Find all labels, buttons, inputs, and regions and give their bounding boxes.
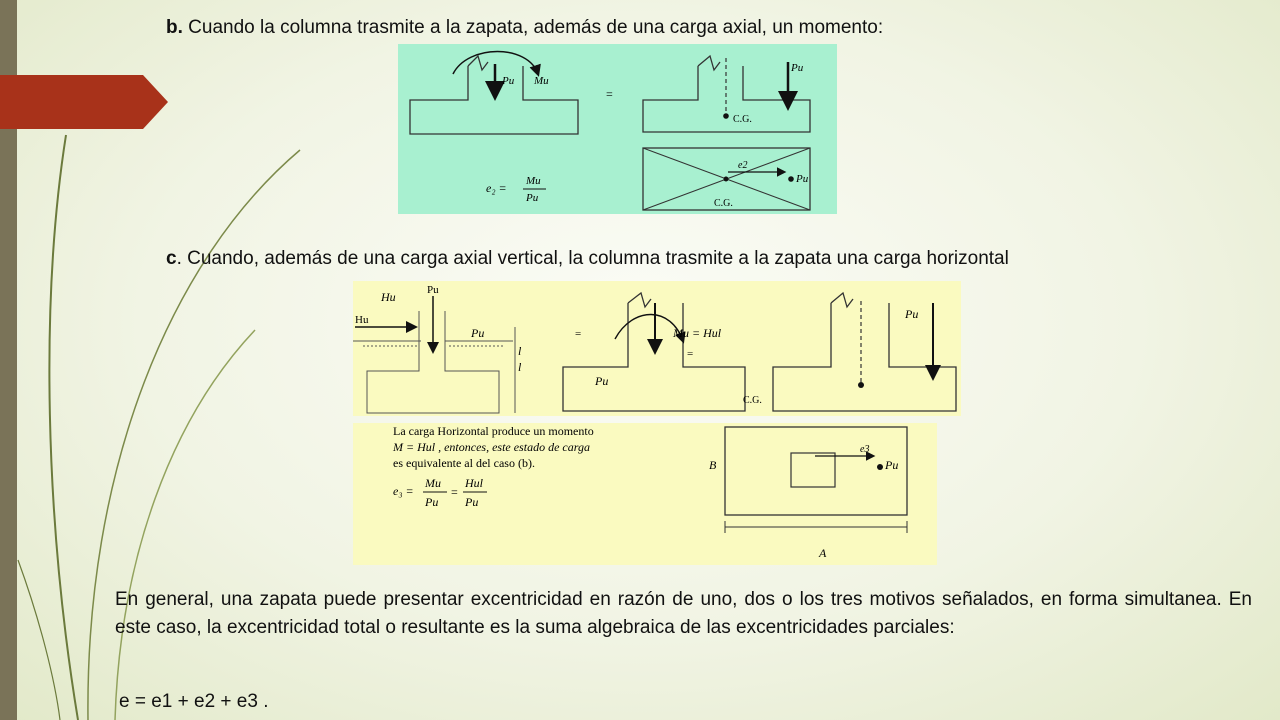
- pu-label: Pu: [502, 75, 515, 87]
- e3-label: e3: [860, 444, 870, 455]
- pu-label-plan: Pu: [796, 173, 809, 185]
- e3-equation-mid: =: [451, 485, 458, 499]
- figure-b-diagram: [398, 44, 837, 214]
- pu-label-middle: Pu: [595, 374, 609, 388]
- e3-equation-num1: Mu: [425, 476, 441, 490]
- section-b-heading: [166, 16, 883, 39]
- section-c-heading: [166, 247, 1009, 270]
- figure-c-bottom-diagram: [353, 423, 937, 565]
- section-c-text: . Cuando, además de una carga axial vertical, la columna trasmite a la zapata una carga horizontal: [176, 248, 1009, 269]
- e2-equation-num: Mu: [526, 175, 541, 187]
- e2-equation-den: Pu: [526, 192, 539, 204]
- total-eccentricity-formula: e = e1 + e2 + e3 .: [119, 691, 269, 712]
- cg-label-plan: C.G.: [714, 198, 733, 209]
- hu-label: Hu: [381, 290, 396, 304]
- mu-hul-label: Mu = Hul: [673, 326, 722, 340]
- section-b-letter: b.: [166, 17, 183, 38]
- pu-label-plan-c: Pu: [885, 458, 899, 472]
- a-label: A: [819, 546, 827, 560]
- pu-label-right: Pu: [791, 62, 804, 74]
- e3-equation-num2: Hul: [465, 476, 483, 490]
- note-line-1: La carga Horizontal produce un momento: [393, 424, 594, 438]
- b-label: B: [709, 458, 717, 472]
- note-line-2: M = Hul , entonces, este estado de carga: [393, 440, 590, 454]
- cg-label: C.G.: [733, 114, 752, 125]
- pu-label-left: Pu: [471, 326, 485, 340]
- mu-label: Mu: [534, 75, 549, 87]
- note-line-3: es equivalente al del caso (b).: [393, 456, 535, 470]
- equals-sign-1: =: [575, 328, 582, 340]
- pu-label-top: Pu: [427, 284, 439, 296]
- pu-label-right: Pu: [905, 307, 919, 321]
- e2-equation-lhs: e₂ =: [486, 181, 507, 195]
- l-label-2: l: [518, 360, 522, 374]
- accent-tab: [0, 75, 168, 129]
- figure-c-top-diagram: [353, 281, 961, 416]
- section-c-letter: c: [166, 248, 177, 269]
- equals-sign: =: [606, 87, 613, 101]
- l-label: l: [518, 344, 522, 358]
- figure-b-background: [398, 44, 837, 214]
- summary-paragraph: En general, una zapata puede presentar excentricidad en razón de uno, dos o los tres motivos señalados, en forma simultanea. En este caso, la excentricidad total o resultante es la suma algebraica de las excentricidades parciales:: [115, 589, 1252, 638]
- hu-label-arrow: Hu: [355, 314, 369, 326]
- e3-equation-lhs: e₃ =: [393, 484, 414, 498]
- e3-equation-den2: Pu: [465, 495, 479, 509]
- cg-label-c: C.G.: [743, 395, 762, 406]
- e2-label: e2: [738, 160, 748, 171]
- equals-sign-2: =: [687, 348, 694, 360]
- e3-equation-den1: Pu: [425, 495, 439, 509]
- section-b-text: Cuando la columna trasmite a la zapata, además de una carga axial, un momento:: [188, 17, 884, 38]
- figure-c-background: [353, 281, 961, 416]
